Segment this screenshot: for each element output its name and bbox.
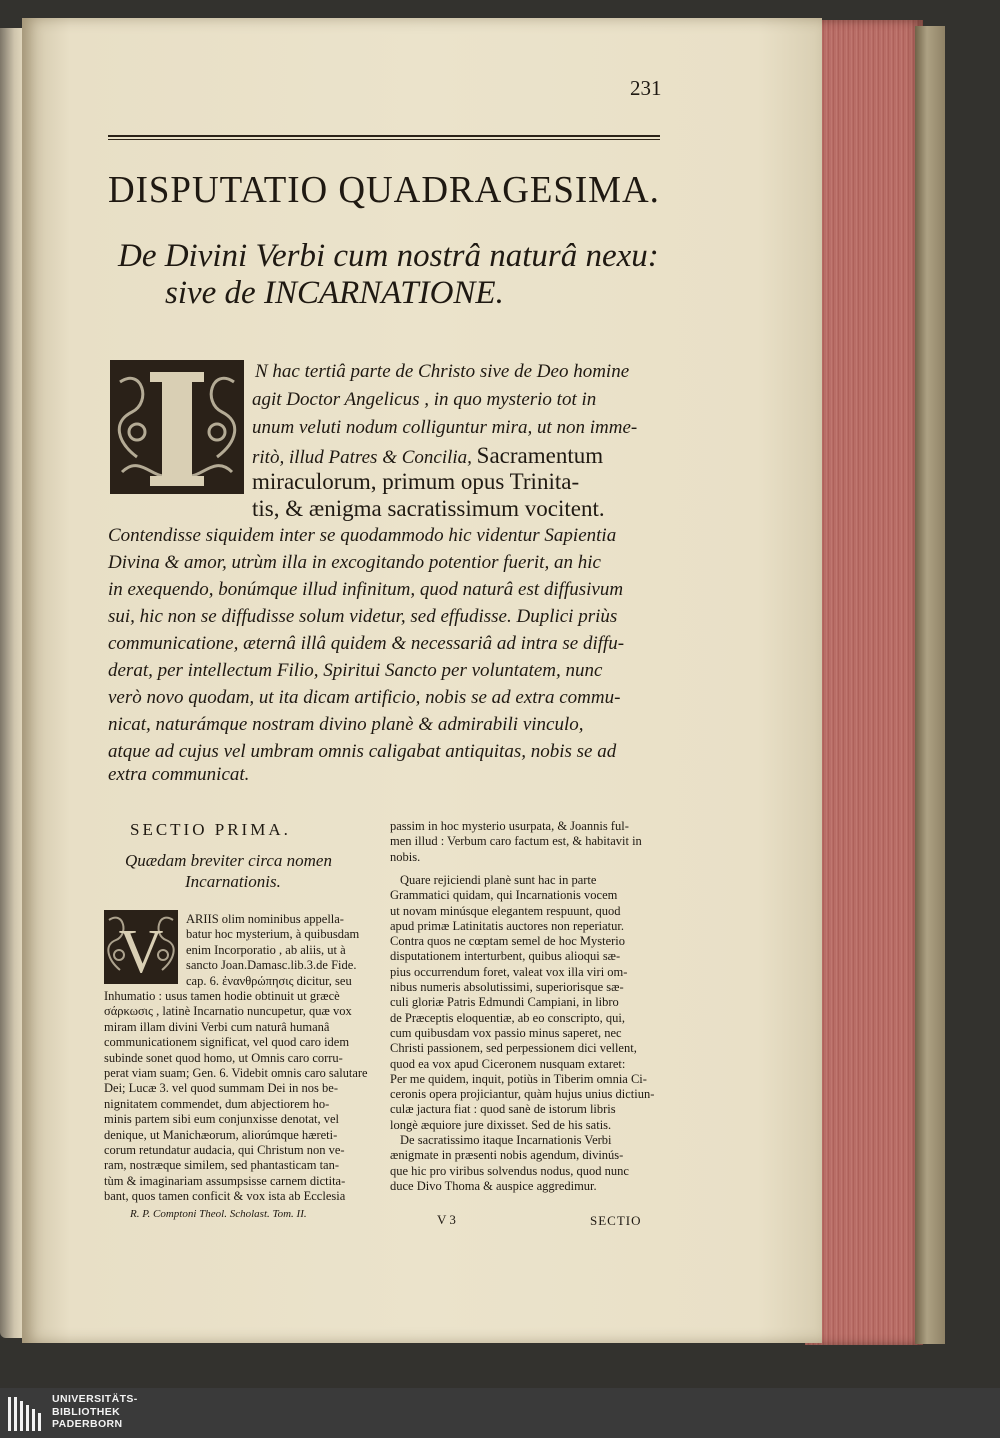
right-column-line: Per me quidem, inquit, potiùs in Tiberim omnia Ci-	[390, 1071, 647, 1086]
right-column-line: apud primæ Latinitatis auctores non reperiatur.	[390, 918, 624, 933]
left-column-line: perat viam suam; Gen. 6. Videbit omnis caro salutare	[104, 1066, 368, 1080]
footer-attribution: R. P. Comptoni Theol. Scholast. Tom. II.	[130, 1208, 307, 1220]
intro-line: unum veluti nodum colliguntur mira, ut non imme-	[252, 417, 638, 438]
right-column-line: duce Divo Thoma & auspice aggredimur.	[390, 1178, 597, 1193]
left-column-line: tùm & imaginariam assumpsisse carnem dictita-	[104, 1173, 346, 1188]
library-footer-bar	[0, 1388, 1000, 1438]
right-column-line: quod ea vox apud Ciceronem nusquam extaret:	[390, 1056, 626, 1071]
right-column-line: ænigmate in præsenti nobis agendum, divinús-	[390, 1148, 624, 1163]
intro-line: in exequendo, bonúmque illud infinitum, quod naturâ est diffusivum	[108, 579, 624, 600]
drop-cap-ornament-I	[110, 360, 244, 494]
left-column-line: ARIIS olim nominibus appella-	[186, 912, 344, 926]
intro-line: agit Doctor Angelicus , in quo mysterio tot in	[252, 389, 597, 410]
library-name-line-1: UNIVERSITÄTS-	[52, 1393, 138, 1405]
intro-line: nicat, naturámque nostram divino planè & admirabili vinculo,	[108, 714, 584, 735]
intro-line-with-roman	[252, 444, 603, 467]
page-number: 231	[630, 76, 662, 100]
left-column-line: ram, nostræque similem, sed phantasticam tan-	[104, 1158, 340, 1173]
left-column-line: communicationem significat, vel quod caro idem	[104, 1035, 350, 1050]
page-edges-red	[805, 20, 923, 1345]
intro-line: tis, & ænigma sacratissimum vocitent.	[252, 496, 605, 521]
right-column-line: passim in hoc mysterio usurpata, & Joannis ful-	[390, 819, 629, 833]
left-column-line: corum retundatur audacia, qui Christum non ve-	[104, 1143, 345, 1157]
intro-line: Divina & amor, utrùm illa in excogitando potentior fuerit, an hic	[108, 552, 601, 573]
intro-roman-word: Sacramentum	[476, 443, 604, 468]
left-column-line: subinde sonet quod homo, ut Omnis caro corru-	[104, 1050, 343, 1065]
left-column-line: enim Incorporatio , ab aliis, ut à	[186, 942, 346, 957]
right-column-line: pius occurrendum foret, valeat vox illa viri om-	[390, 964, 628, 979]
intro-line: sui, hic non se diffudisse solum videtur, sed effudisse. Duplici priùs	[108, 606, 618, 627]
disputatio-title: DISPUTATIO QUADRAGESIMA.	[108, 169, 660, 211]
left-column-line: Dei; Lucæ 3. vel quod summam Dei in nos be-	[104, 1081, 338, 1096]
right-column-line: culæ jactura fiat : quod sanè de istorum libris	[390, 1102, 616, 1117]
left-column-line: nignitatem commendet, dum abjectiorem ho-	[104, 1096, 330, 1111]
left-column-line: sancto Joan.Damasc.lib.3.de Fide.	[186, 958, 357, 973]
right-column-line: disputationem interturbent, quibus alioqui sæ-	[390, 949, 621, 964]
section-subtitle-line-1: Quædam breviter circa nomen	[125, 851, 332, 870]
right-column-line: que hic pro viribus solvendus nodus, quod nunc	[390, 1163, 629, 1178]
right-column-line: cum quibusdam vox passio minus saperet, nec	[390, 1025, 622, 1040]
signature-mark: V 3	[437, 1212, 456, 1227]
right-column-line: Grammatici quidam, qui Incarnationis vocem	[390, 888, 618, 903]
section-subtitle-line-2: Incarnationis.	[185, 872, 281, 891]
right-column-line: longè æquiore jure dixisset. Sed de his satis.	[390, 1117, 612, 1132]
book-cover-edge	[915, 26, 945, 1344]
left-column-line: cap. 6. ἐνανθρώπησις dicitur, seu	[186, 973, 352, 988]
library-logo-icon	[6, 1395, 46, 1433]
right-column-line: culi gloriæ Patris Edmundi Campiani, in libro	[390, 995, 619, 1010]
right-column-line: men illud : Verbum caro factum est, & habitavit in	[390, 834, 642, 849]
intro-line: N hac tertiâ parte de Christo sive de Deo homine	[255, 361, 630, 382]
drop-cap-letter-V: V	[118, 918, 164, 984]
right-column-line: Quare rejiciendi planè sunt hac in parte	[400, 872, 597, 887]
library-name-line-2: BIBLIOTHEK	[52, 1405, 121, 1418]
drop-cap-ornament-V	[104, 910, 178, 984]
section-heading: SECTIO PRIMA.	[130, 820, 291, 839]
intro-line: Contendisse siquidem inter se quodammodo hic videntur Sapientia	[108, 525, 617, 546]
right-column-line: Contra quos ne cœptam semel de hoc Mysterio	[390, 934, 626, 949]
intro-line: miraculorum, primum opus Trinita-	[252, 469, 580, 494]
left-column-line: minis partem sibi eum conjunxisse denotat, vel	[104, 1112, 340, 1127]
intro-line: derat, per intellectum Filio, Spiritui Sancto per voluntatem, nunc	[108, 660, 603, 681]
left-column-line: miram illam divini Verbi cum naturâ humanâ	[104, 1019, 330, 1034]
right-column-line: nibus numeris absolutissimi, superiorisque sæ-	[390, 980, 624, 994]
subtitle-line-2: sive de INCARNATIONE.	[165, 275, 504, 311]
right-column-line: de Præceptis eloquentiæ, ab eo conscripto, qui,	[390, 1010, 626, 1025]
library-name-line-3: PADERBORN	[52, 1418, 123, 1430]
left-column-line: batur hoc mysterium, à quibusdam	[186, 927, 360, 942]
subtitle-line-1: De Divini Verbi cum nostrâ naturâ nexu:	[118, 238, 659, 274]
intro-line: communicatione, æternâ illâ quidem & necessariâ ad intra se diffu-	[108, 633, 625, 654]
right-column-line: Christi passionem, sed perpessionem dici vellent,	[390, 1041, 637, 1056]
catchword: SECTIO	[590, 1213, 642, 1228]
left-column-line: σάρκωσις , latinè Incarnatio nuncupetur, quæ vox	[104, 1004, 352, 1019]
intro-line: extra communicat.	[108, 764, 250, 785]
library-name	[52, 1393, 138, 1431]
right-column-line: ceronis opera projiciantur, quàm hujus unius dictiun-	[390, 1087, 655, 1102]
right-column-line: De sacratissimo itaque Incarnationis Verbi	[400, 1133, 612, 1147]
left-column-line: denique, ut Manichæorum, aliorúmque hæreti-	[104, 1127, 338, 1142]
right-column-line: nobis.	[390, 849, 421, 864]
intro-line: atque ad cujus vel umbram omnis caligabat antiquitas, nobis se ad	[108, 741, 617, 762]
right-column-line: ut novam minúsque elegantem respuunt, quod	[390, 903, 621, 918]
intro-line: ritò, illud Patres & Concilia,	[252, 447, 472, 468]
left-page-edge	[0, 28, 24, 1338]
left-column-line: Inhumatio : usus tamen hodie obtinuit ut græcè	[104, 989, 340, 1003]
intro-line: verò novo quodam, ut ita dicam artificio, nobis se ad extra commu-	[108, 687, 621, 708]
left-column-line: bant, quos tamen conficit & vox ista ab Ecclesia	[104, 1189, 346, 1204]
header-rule	[108, 135, 660, 140]
